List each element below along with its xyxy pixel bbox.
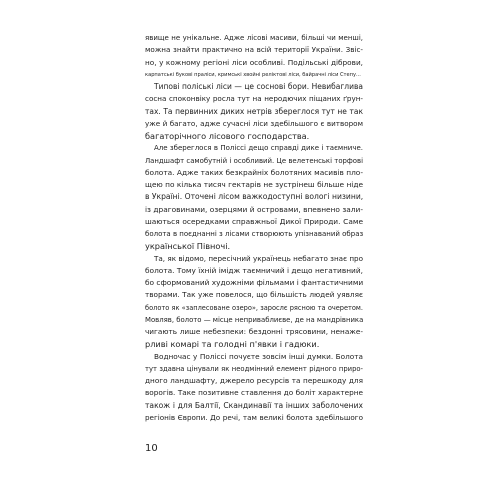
text-block — [145, 32, 363, 424]
text-line: болота. Адже таких безкрайніх болотяних масивів пло- — [145, 167, 363, 177]
text-line: карпатські букові праліси, кримські хвойні реліктові ліси, байрачні ліси Степу... — [145, 71, 361, 78]
text-line: ворогів. Таке позитивне ставлення до боліт характерне — [145, 388, 363, 398]
text-line: регіонів Європи. До речі, там великі болота здебільшого — [145, 412, 363, 422]
text-line: болота в поєднанні з лісами створюють упізнаваний образ — [145, 230, 364, 238]
text-line: рливі комарі та голодні п'явки і гадюки. — [145, 339, 320, 350]
text-line: но, у кожному регіоні ліси особливі. Подільські діброви, — [145, 57, 363, 67]
text-line: бо сформований художніми фільмами і фантастичними — [145, 278, 364, 287]
text-line: Водночас у Поліссі почуєте зовсім інші думки. Болота — [154, 351, 363, 361]
text-line: сосна споконвіку росла тут на неродючих піщаних ґрун- — [145, 94, 363, 104]
text-line: Мовляв, болото — місце неприваблиєве, де на мандрівника — [145, 315, 364, 324]
text-line: болото як «заплесоване озеро», зарослє рясною та очеретом. — [145, 303, 363, 312]
paragraph — [145, 81, 363, 142]
text-line: чигають лише небезпеки: бездонні трясовини, ненаже- — [145, 327, 363, 336]
text-line: явище не унікальне. Адже лісові масиви, більші чи менші, — [145, 34, 363, 42]
text-line: української Півночі. — [145, 241, 231, 252]
text-line: багаторічного лісового господарства. — [145, 131, 310, 141]
text-line: тут здавна цінували як неодмінний елемент рідного приро- — [145, 364, 363, 373]
text-line: Ландшафт самобутній і особливий. Це велетенські торфові — [145, 156, 363, 165]
text-line: Типові поліські ліси — це соснові бори. Невибаглива — [154, 82, 363, 91]
text-line: можна знайти практично на всій території України. Звіс- — [145, 45, 363, 55]
text-line: тах. Та первинних диких нетрів збереглося тут не так — [145, 106, 363, 116]
paragraph — [145, 142, 363, 252]
text-line: уже й багато, адже сучасні ліси здебільшого є витвором — [145, 118, 363, 128]
text-line: болота. Тому їхній імідж таємничий і дещо негативний, — [145, 265, 363, 275]
text-line: в Україні. Оточені лісом важкодоступні вологі низини, — [145, 192, 364, 202]
paragraph — [145, 253, 363, 351]
text-line: творами. Так уже повелося, що більшість людей уявляє — [145, 290, 363, 300]
text-line: Але збереглося в Поліссі дещо справді дике і таємниче. — [154, 144, 363, 153]
paragraph — [145, 32, 363, 81]
text-line: щею по кілька тисяч гектарів не зустрінеш більше ніде — [145, 180, 363, 189]
text-line: Та, як відомо, пересічний українець небагато знає про — [154, 253, 363, 263]
paragraph — [145, 351, 363, 425]
text-line: шаються осередками справжньої Дикої Природи. Саме — [145, 216, 363, 226]
page-number: 10 — [145, 443, 158, 454]
text-line: із драговинами, озерцями й островами, впевнено зали- — [145, 204, 363, 214]
text-line: дного ландшафту, джерело ресурсів та перешкоду для — [145, 376, 363, 385]
text-line: також і для Балтії, Скандинавії та інших заболочених — [145, 400, 363, 410]
